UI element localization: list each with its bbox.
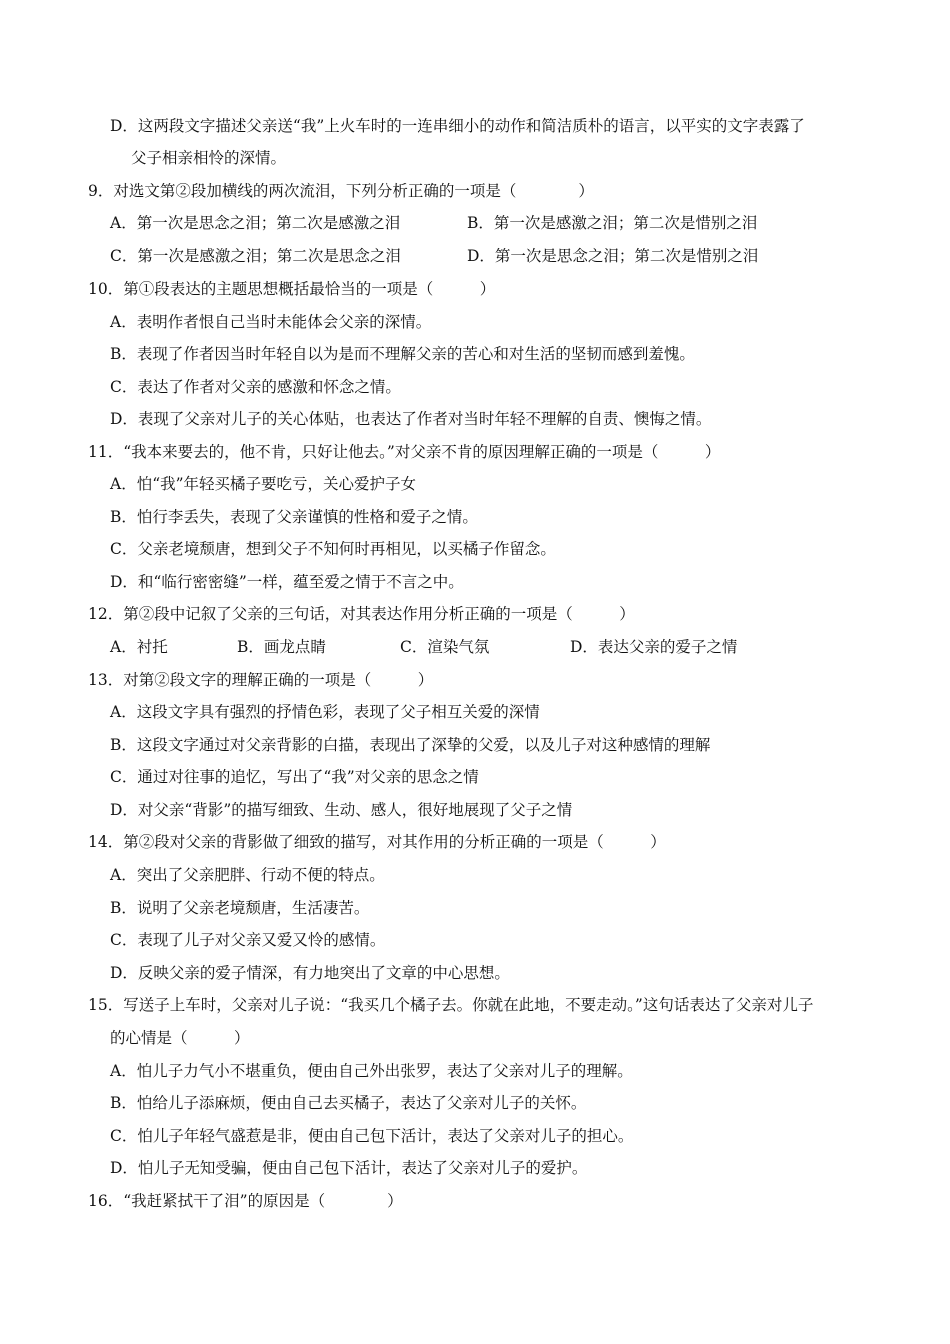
option-d: D．表现了父亲对儿子的关心体贴，也表达了作者对当时年轻不理解的自责、懊悔之情。 xyxy=(110,410,712,428)
question-stem: 11．“我本来要去的，他不肯，只好让他去。”对父亲不肯的原因理解正确的一项是（ ） xyxy=(88,443,721,461)
option-a: A．怕“我”年轻买橘子要吃亏，关心爱护子女 xyxy=(110,475,417,493)
option-c: C．表现了儿子对父亲又爱又怜的感情。 xyxy=(110,931,386,949)
option-a: A．衬托 xyxy=(110,638,168,656)
option-b: B．说明了父亲老境颓唐，生活凄苦。 xyxy=(110,899,370,917)
question-stem-line-2: 的心情是（ ） xyxy=(110,1029,250,1047)
option-c: C．怕儿子年轻气盛惹是非，便由自己包下活计，表达了父亲对儿子的担心。 xyxy=(110,1127,634,1145)
option-b: B．画龙点睛 xyxy=(237,638,326,656)
option-c: C．渲染气氛 xyxy=(400,638,490,656)
question-stem: 14．第②段对父亲的背影做了细致的描写，对其作用的分析正确的一项是（ ） xyxy=(88,833,666,851)
option-a: A．怕儿子力气小不堪重负，便由自己外出张罗，表达了父亲对儿子的理解。 xyxy=(110,1062,633,1080)
option-c: C．父亲老境颓唐，想到父子不知何时再相见，以买橘子作留念。 xyxy=(110,540,556,558)
option-d: D．怕儿子无知受骗，便由自己包下活计，表达了父亲对儿子的爱护。 xyxy=(110,1159,588,1177)
question-stem: 9．对选文第②段加横线的两次流泪，下列分析正确的一项是（ ） xyxy=(88,182,594,200)
option-a: A．表明作者恨自己当时未能体会父亲的深情。 xyxy=(110,313,432,331)
question-stem: 12．第②段中记叙了父亲的三句话，对其表达作用分析正确的一项是（ ） xyxy=(88,605,635,623)
question-stem-line-1: 15．写送子上车时，父亲对儿子说：“我买几个橘子去。你就在此地，不要走动。”这句话表达了父亲对儿子 xyxy=(88,996,814,1014)
option-d: D．第一次是思念之泪；第二次是惜别之泪 xyxy=(467,247,759,265)
option-d: D．对父亲“背影”的描写细致、生动、感人，很好地展现了父子之情 xyxy=(110,801,573,819)
option-c: C．表达了作者对父亲的感激和怀念之情。 xyxy=(110,378,401,396)
question-stem: 16．“我赶紧拭干了泪”的原因是（ ） xyxy=(88,1192,403,1210)
option-c: C．第一次是感激之泪；第二次是思念之泪 xyxy=(110,247,401,265)
option-b: B．表现了作者因当时年轻自以为是而不理解父亲的苦心和对生活的坚韧而感到羞愧。 xyxy=(110,345,695,363)
question-stem: 10．第①段表达的主题思想概括最恰当的一项是（ ） xyxy=(88,280,496,298)
option-d: D．和“临行密密缝”一样，蕴至爱之情于不言之中。 xyxy=(110,573,464,591)
option-b: B．这段文字通过对父亲背影的白描，表现出了深挚的父爱，以及儿子对这种感情的理解 xyxy=(110,736,711,754)
option-b: B．怕行李丢失，表现了父亲谨慎的性格和爱子之情。 xyxy=(110,508,478,526)
option-a: A．这段文字具有强烈的抒情色彩，表现了父子相互关爱的深情 xyxy=(110,703,540,721)
option-d-line-2: 父子相亲相怜的深情。 xyxy=(131,149,287,167)
option-a: A．突出了父亲肥胖、行动不便的特点。 xyxy=(110,866,385,884)
option-b: B．第一次是感激之泪；第二次是惜别之泪 xyxy=(467,214,758,232)
option-d: D．表达父亲的爱子之情 xyxy=(570,638,738,656)
option-c: C．通过对往事的追忆，写出了“我”对父亲的思念之情 xyxy=(110,768,479,786)
option-d-line-1: D．这两段文字描述父亲送“我”上火车时的一连串细小的动作和简洁质朴的语言，以平实的文字表露了 xyxy=(110,117,805,135)
option-d: D．反映父亲的爱子情深，有力地突出了文章的中心思想。 xyxy=(110,964,510,982)
option-a: A．第一次是思念之泪；第二次是感激之泪 xyxy=(110,214,401,232)
option-b: B．怕给儿子添麻烦，便由自己去买橘子，表达了父亲对儿子的关怀。 xyxy=(110,1094,587,1112)
question-stem: 13．对第②段文字的理解正确的一项是（ ） xyxy=(88,671,434,689)
